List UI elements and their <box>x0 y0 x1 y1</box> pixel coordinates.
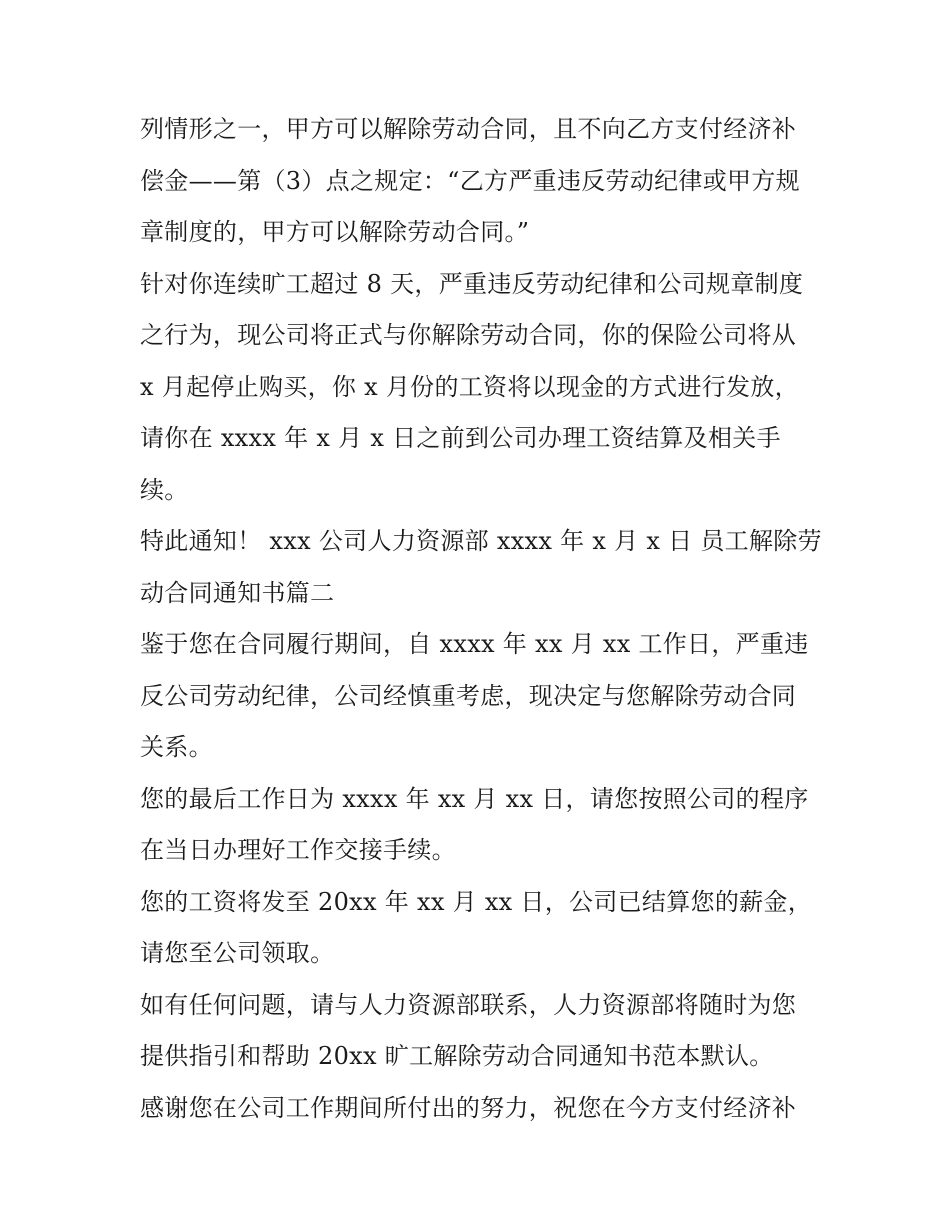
text-line: 在当日办理好工作交接手续。 <box>140 836 456 864</box>
text-line: 您的工资将发至 20xx 年 xx 月 xx 日，公司已结算您的薪金， <box>140 887 813 916</box>
text-line: 如有任何问题，请与人力资源部联系，人力资源部将随时为您 <box>140 990 797 1019</box>
text-line: 您的最后工作日为 xxxx 年 xx 月 xx 日，请您按照公司的程序 <box>140 784 809 813</box>
text-line: 之行为，现公司将正式与你解除劳动合同，你的保险公司将从 <box>140 321 797 349</box>
text-line: 反公司劳动纪律，公司经慎重考虑，现决定与您解除劳动合同 <box>140 681 797 710</box>
text-line: 请您至公司领取。 <box>140 939 335 967</box>
text-line: 章制度的，甲方可以解除劳动合同。” <box>140 218 530 246</box>
text-line: 鉴于您在合同履行期间，自 xxxx 年 xx 月 xx 工作日，严重违 <box>140 630 809 658</box>
document-body <box>140 104 820 1134</box>
text-line: 续。 <box>140 475 189 504</box>
text-line: 请你在 xxxx 年 x 月 x 日之前到公司办理工资结算及相关手 <box>140 424 781 452</box>
text-line: 感谢您在公司工作期间所付出的努力，祝您在今方支付经济补 <box>140 1093 797 1122</box>
text-line: 关系。 <box>140 733 213 761</box>
text-line: x 月起停止购买，你 x 月份的工资将以现金的方式进行发放， <box>140 372 799 401</box>
text-line: 提供指引和帮助 20xx 旷工解除劳动合同通知书范本默认。 <box>140 1042 774 1070</box>
text-line: 偿金——第（3）点之规定：“乙方严重违反劳动纪律或甲方规 <box>140 166 800 195</box>
text-line: 特此通知！ xxx 公司人力资源部 xxxx 年 x 月 x 日 员工解除劳 <box>140 527 822 555</box>
text-line: 列情形之一，甲方可以解除劳动合同，且不向乙方支付经济补 <box>140 115 797 143</box>
text-line: 针对你连续旷工超过 8 天，严重违反劳动纪律和公司规章制度 <box>140 269 804 298</box>
text-line: 动合同通知书篇二 <box>140 578 335 607</box>
